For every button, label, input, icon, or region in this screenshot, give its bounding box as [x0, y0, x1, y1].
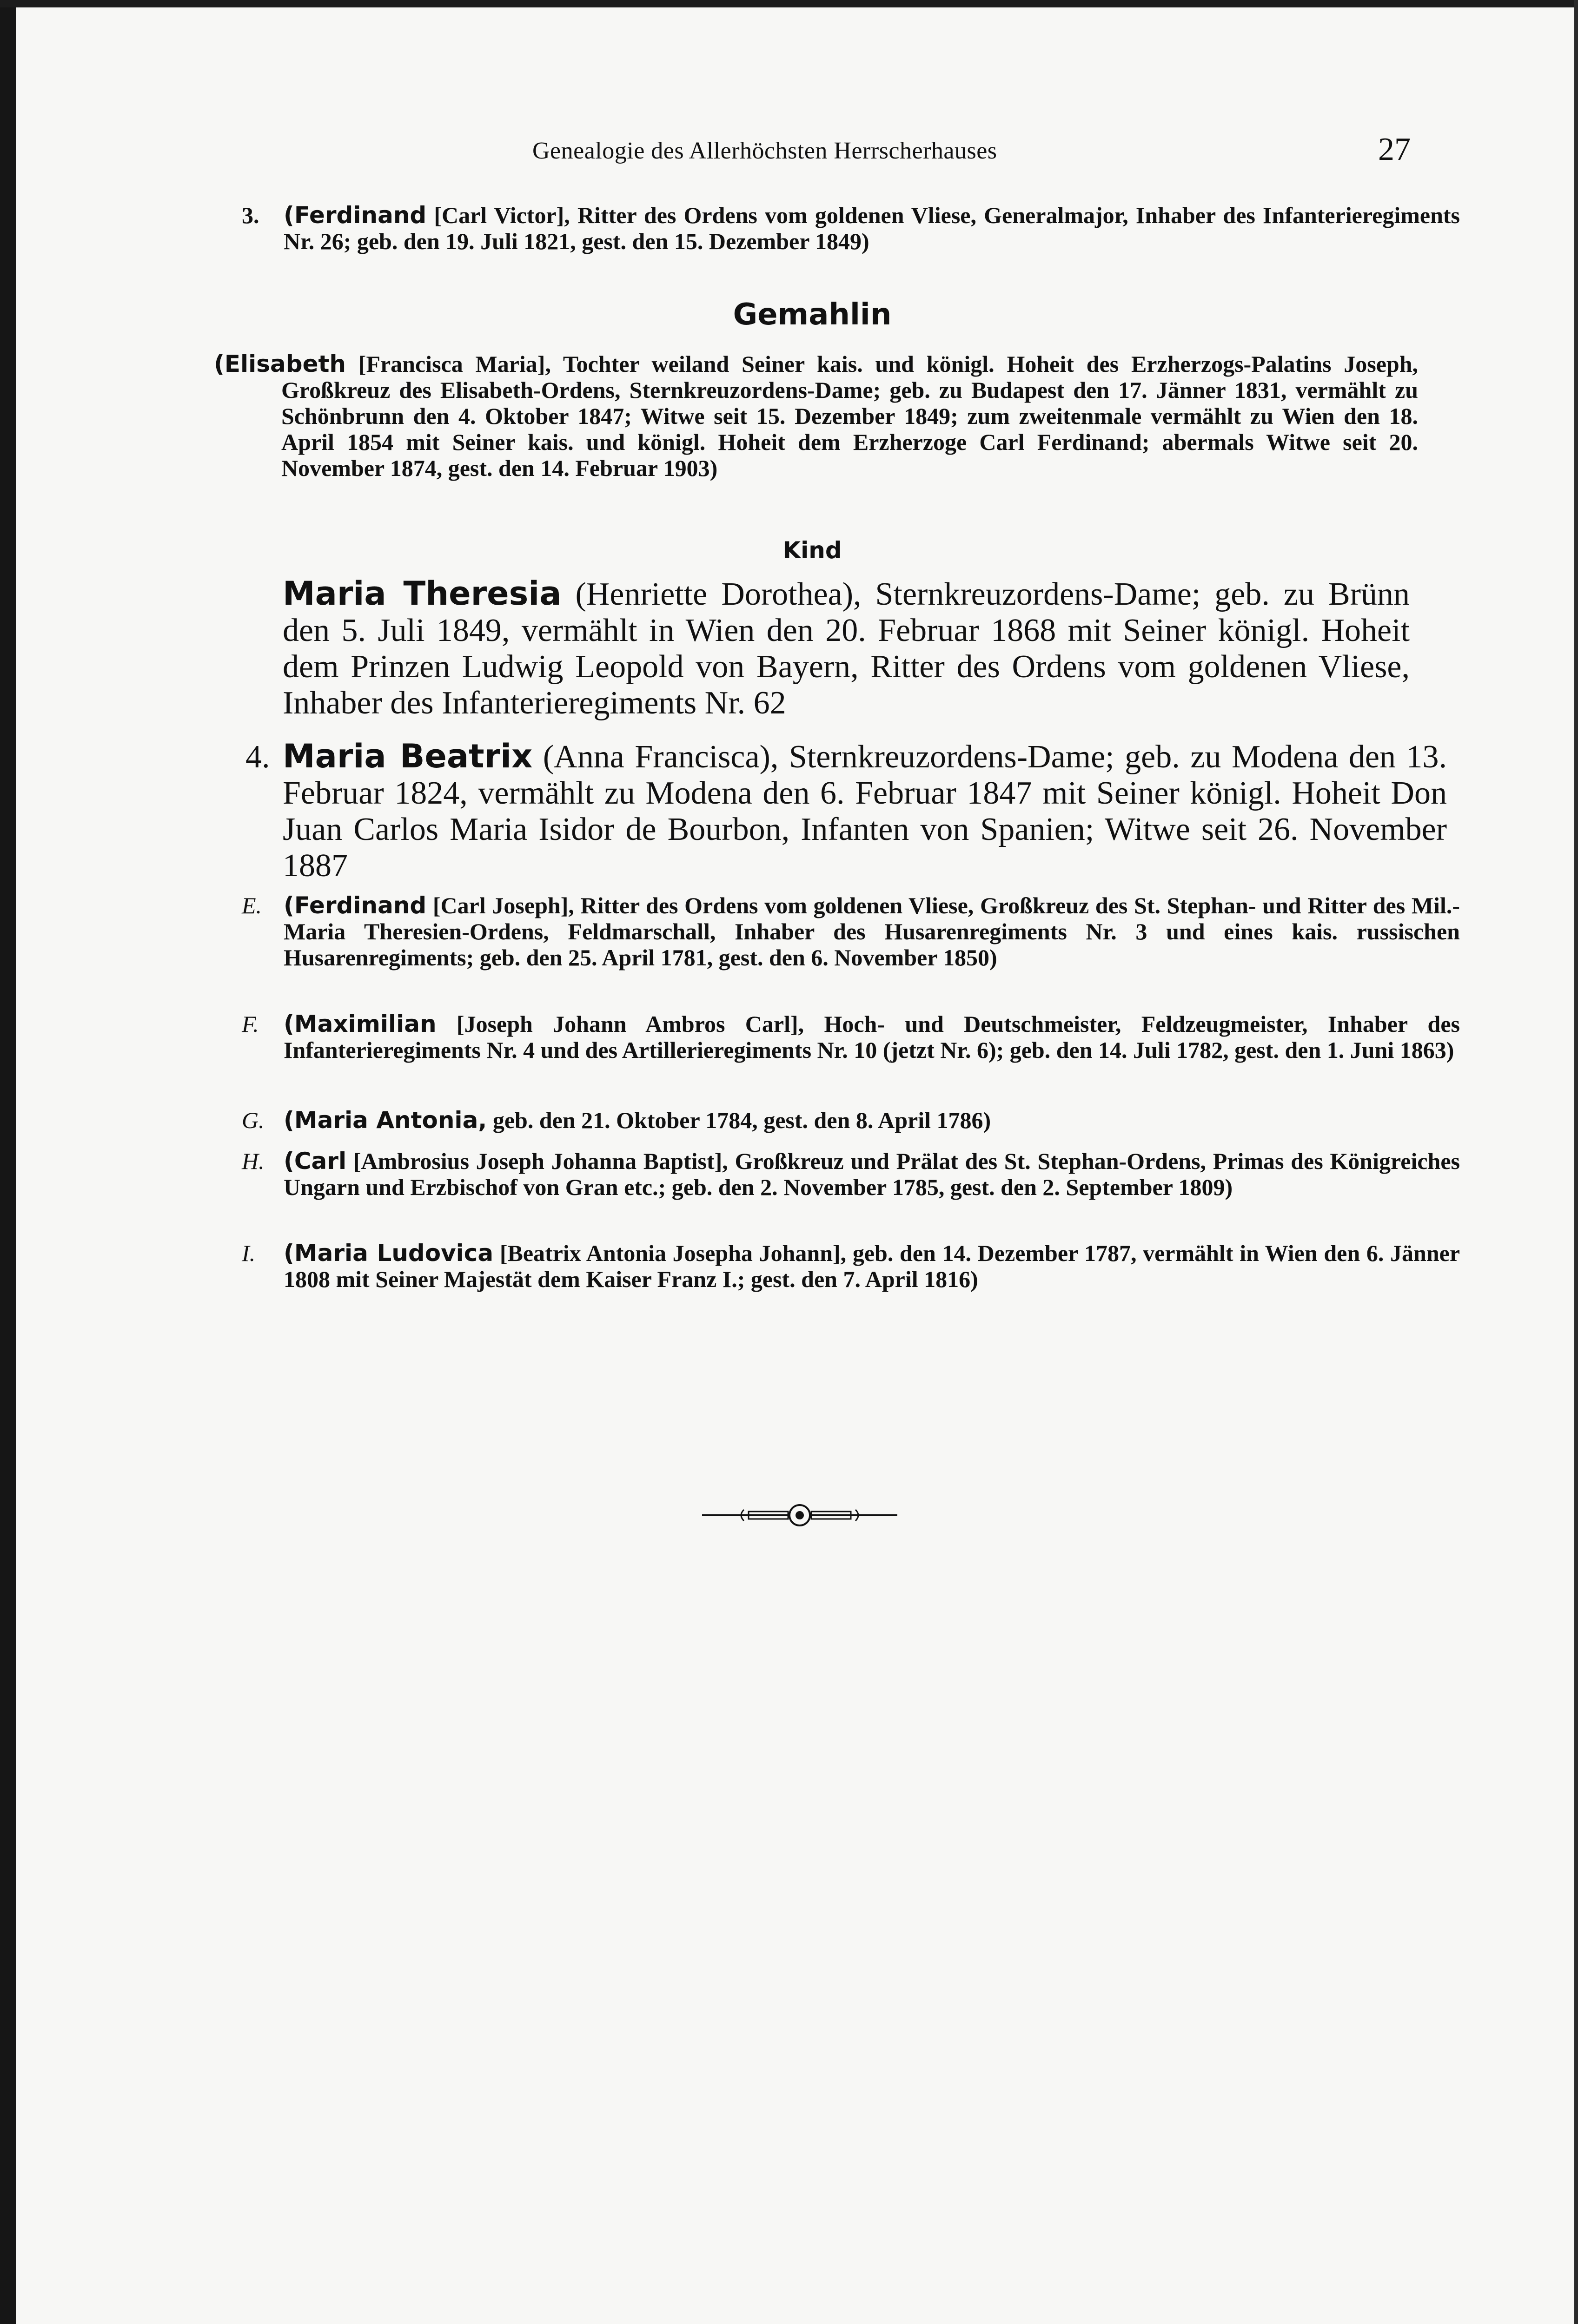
entry-marker: E.	[242, 892, 262, 918]
entry-text: [Carl Joseph], Ritter des Ordens vom goldenen Vliese, Großkreuz des St. Stephan- und Ritter des Mil.-Maria Theresien-Ordens, Feldmarschall, Inhaber des Husarenregiments Nr. 3 und eines kais. russischen Husarenregiments; geb. den 25. April 1781, gest. den 6. November 1850)	[284, 892, 1460, 971]
entry-kind	[283, 575, 1410, 721]
entry-i	[242, 1240, 1460, 1292]
entry-text: geb. den 21. Oktober 1784, gest. den 8. April 1786)	[487, 1107, 991, 1133]
entry-e	[242, 892, 1460, 971]
entry-g	[242, 1107, 1460, 1133]
entry-text: [Joseph Johann Ambros Carl], Hoch- und Deutschmeister, Feldzeugmeister, Inhaber des Infanterieregiments Nr. 4 und des Artillerieregiments Nr. 10 (jetzt Nr. 6); geb. den 14. Juli 1782, gest. den 1. Juni 1863)	[284, 1011, 1460, 1063]
entry-text: [Beatrix Antonia Josepha Johann], geb. den 14. Dezember 1787, vermählt in Wien den 6. Jänner 1808 mit Seiner Majestät dem Kaiser Franz I.; gest. den 7. April 1816)	[284, 1240, 1460, 1292]
entry-name: Maria Beatrix	[283, 737, 533, 775]
entry-name: (Carl	[284, 1148, 347, 1175]
entry-4	[245, 738, 1447, 884]
entry-name: (Ferdinand	[284, 892, 427, 919]
entry-text: [Carl Victor], Ritter des Ordens vom goldenen Vliese, Generalmajor, Inhaber des Infanterieregiments Nr. 26; geb. den 19. Juli 1821, gest. den 15. Dezember 1849)	[284, 202, 1460, 254]
entry-marker: I.	[242, 1240, 256, 1266]
page-number: 27	[1378, 132, 1411, 167]
entry-name: (Ferdinand	[284, 202, 427, 229]
entry-marker: 3.	[242, 202, 259, 228]
end-ornament-icon	[697, 1501, 902, 1529]
entry-name: (Maximilian	[284, 1010, 437, 1037]
heading-gemahlin: Gemahlin	[733, 297, 892, 332]
entry-text: (Henriette Dorothea), Sternkreuzordens-Dame; geb. zu Brünn den 5. Juli 1849, vermählt in Wien den 20. Februar 1868 mit Seiner königl. Hoheit dem Prinzen Ludwig Leopold von Bayern, Ritter des Ordens vom goldenen Vliese, Inhaber des Infanterieregiments Nr. 62	[283, 576, 1410, 721]
entry-name: (Maria Antonia,	[284, 1107, 487, 1134]
entry-marker: 4.	[245, 739, 270, 775]
running-head: Genealogie des Allerhöchsten Herrscherhauses	[532, 138, 997, 164]
entry-text: [Francisca Maria], Tochter weiland Seiner kais. und königl. Hoheit des Erzherzogs-Palatins Joseph, Großkreuz des Elisabeth-Ordens, Sternkreuzordens-Dame; geb. zu Budapest den 17. Jänner 1831, vermählt zu Schönbrunn den 4. Oktober 1847; Witwe seit 15. Dezember 1849; zum zweitenmale vermählt zu Wien den 18. April 1854 mit Seiner kais. und königl. Hoheit dem Erzherzoge Carl Ferdinand; abermals Witwe seit 20. November 1874, gest. den 14. Februar 1903)	[281, 351, 1418, 481]
entry-marker: F.	[242, 1011, 259, 1037]
entry-f	[242, 1011, 1460, 1063]
entry-marker: G.	[242, 1107, 265, 1133]
entry-text: (Anna Francisca), Sternkreuzordens-Dame; geb. zu Modena den 13. Februar 1824, vermählt zu Modena den 6. Februar 1847 mit Seiner königl. Hoheit Don Juan Carlos Maria Isidor de Bourbon, Infanten von Spanien; Witwe seit 26. November 1887	[283, 739, 1447, 884]
entry-name: (Elisabeth	[214, 350, 346, 377]
entry-text: [Ambrosius Joseph Johanna Baptist], Großkreuz und Prälat des St. Stephan-Ordens, Primas des Königreiches Ungarn und Erzbischof von Gran etc.; geb. den 2. November 1785, gest. den 2. September 1809)	[284, 1148, 1460, 1200]
entry-3	[242, 202, 1460, 254]
entry-name: (Maria Ludovica	[284, 1240, 494, 1267]
entry-marker: H.	[242, 1148, 265, 1174]
entry-gemahlin	[214, 351, 1418, 481]
entry-h	[242, 1148, 1460, 1200]
heading-kind: Kind	[782, 537, 842, 564]
entry-name: Maria Theresia	[283, 574, 562, 613]
